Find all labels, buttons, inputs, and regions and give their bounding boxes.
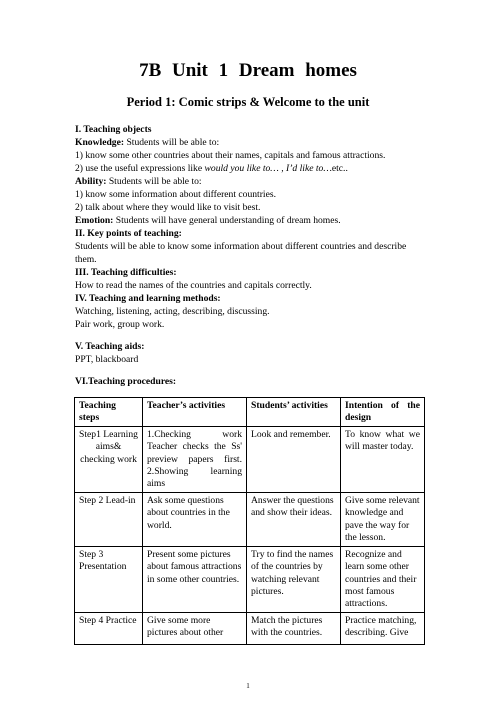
ability-item-1: 1) know some information about different countries. (75, 189, 276, 200)
cell-intention: Recognize and learn some other countries and their most famous attractions. (341, 546, 425, 612)
ability-line (75, 175, 423, 188)
cell-teacher: Ask some questions about countries in the world. (143, 492, 247, 546)
table-header-row (75, 398, 425, 427)
document-subtitle: Period 1: Comic strips & Welcome to the unit (126, 95, 370, 109)
table-row (75, 612, 425, 644)
knowledge-label: Knowledge: (75, 137, 125, 148)
cell-teacher: 1.Checking work Teacher checks the Ss' preview papers first. 2.Showing learning aims (143, 426, 247, 492)
emotion-text: Students will have general understanding of dream homes. (113, 215, 341, 226)
table-row (75, 492, 425, 546)
table-row (75, 546, 425, 612)
knowledge-item-2-post: etc.. (331, 163, 348, 174)
header-intention: Intention of the design (341, 398, 425, 427)
knowledge-item-2 (75, 162, 423, 175)
cell-teacher: Give some more pictures about other (143, 612, 247, 644)
header-teaching-steps: Teaching steps (75, 398, 143, 427)
ability-item-2: 2) talk about where they would like to visit best. (75, 202, 261, 213)
knowledge-item-2-pre: 2) use the useful expressions like (75, 163, 205, 174)
cell-step: Step1 Learning aims& checking work (75, 426, 143, 492)
cell-step: Step 2 Lead-in (75, 492, 143, 546)
section-heading-difficulties: III. Teaching difficulties: (75, 267, 177, 278)
section-heading-key-points: II. Key points of teaching: (75, 228, 182, 239)
cell-students: Try to find the names of the countries by watching relevant pictures. (247, 546, 341, 612)
section-heading-teaching-objects: I. Teaching objects (75, 124, 152, 135)
cell-intention: Give some relevant knowledge and pave the way for the lesson. (341, 492, 425, 546)
header-teacher-activities: Teacher’s activities (143, 398, 247, 427)
knowledge-item-2-expressions: would you like to… , I’d like to… (204, 163, 332, 174)
document-title: 7B Unit 1 Dream homes (139, 60, 357, 81)
document-body (75, 123, 423, 388)
cell-step: Step 4 Practice (75, 612, 143, 644)
ability-text: Students will be able to: (106, 176, 202, 187)
ability-label: Ability: (75, 176, 107, 187)
knowledge-line (75, 136, 423, 149)
cell-students: Match the pictures with the countries. (247, 612, 341, 644)
cell-teacher: Present some pictures about famous attractions in some other countries. (143, 546, 247, 612)
cell-students: Answer the questions and show their ideas. (247, 492, 341, 546)
cell-intention: Practice matching, describing. Give (341, 612, 425, 644)
page-number: 1 (246, 682, 250, 690)
knowledge-text: Students will be able to: (124, 137, 220, 148)
emotion-label: Emotion: (75, 215, 114, 226)
methods-line-2: Pair work, group work. (75, 319, 165, 330)
methods-line-1: Watching, listening, acting, describing, discussing. (75, 306, 270, 317)
section-heading-methods: IV. Teaching and learning methods: (75, 293, 221, 304)
cell-step: Step 3 Presentation (75, 546, 143, 612)
cell-students: Look and remember. (247, 426, 341, 492)
header-students-activities: Students’ activities (247, 398, 341, 427)
emotion-line (75, 214, 423, 227)
procedures-table (74, 397, 425, 645)
key-points-text: Students will be able to know some information about different countries and describe them. (75, 241, 407, 265)
aids-text: PPT, blackboard (75, 354, 139, 365)
table-row (75, 426, 425, 492)
cell-intention: To know what we will master today. (341, 426, 425, 492)
section-heading-aids: V. Teaching aids: (75, 341, 145, 352)
knowledge-item-1: 1) know some other countries about their names, capitals and famous attractions. (75, 150, 386, 161)
section-heading-procedures: VI.Teaching procedures: (75, 376, 177, 387)
difficulties-text: How to read the names of the countries and capitals correctly. (75, 280, 312, 291)
